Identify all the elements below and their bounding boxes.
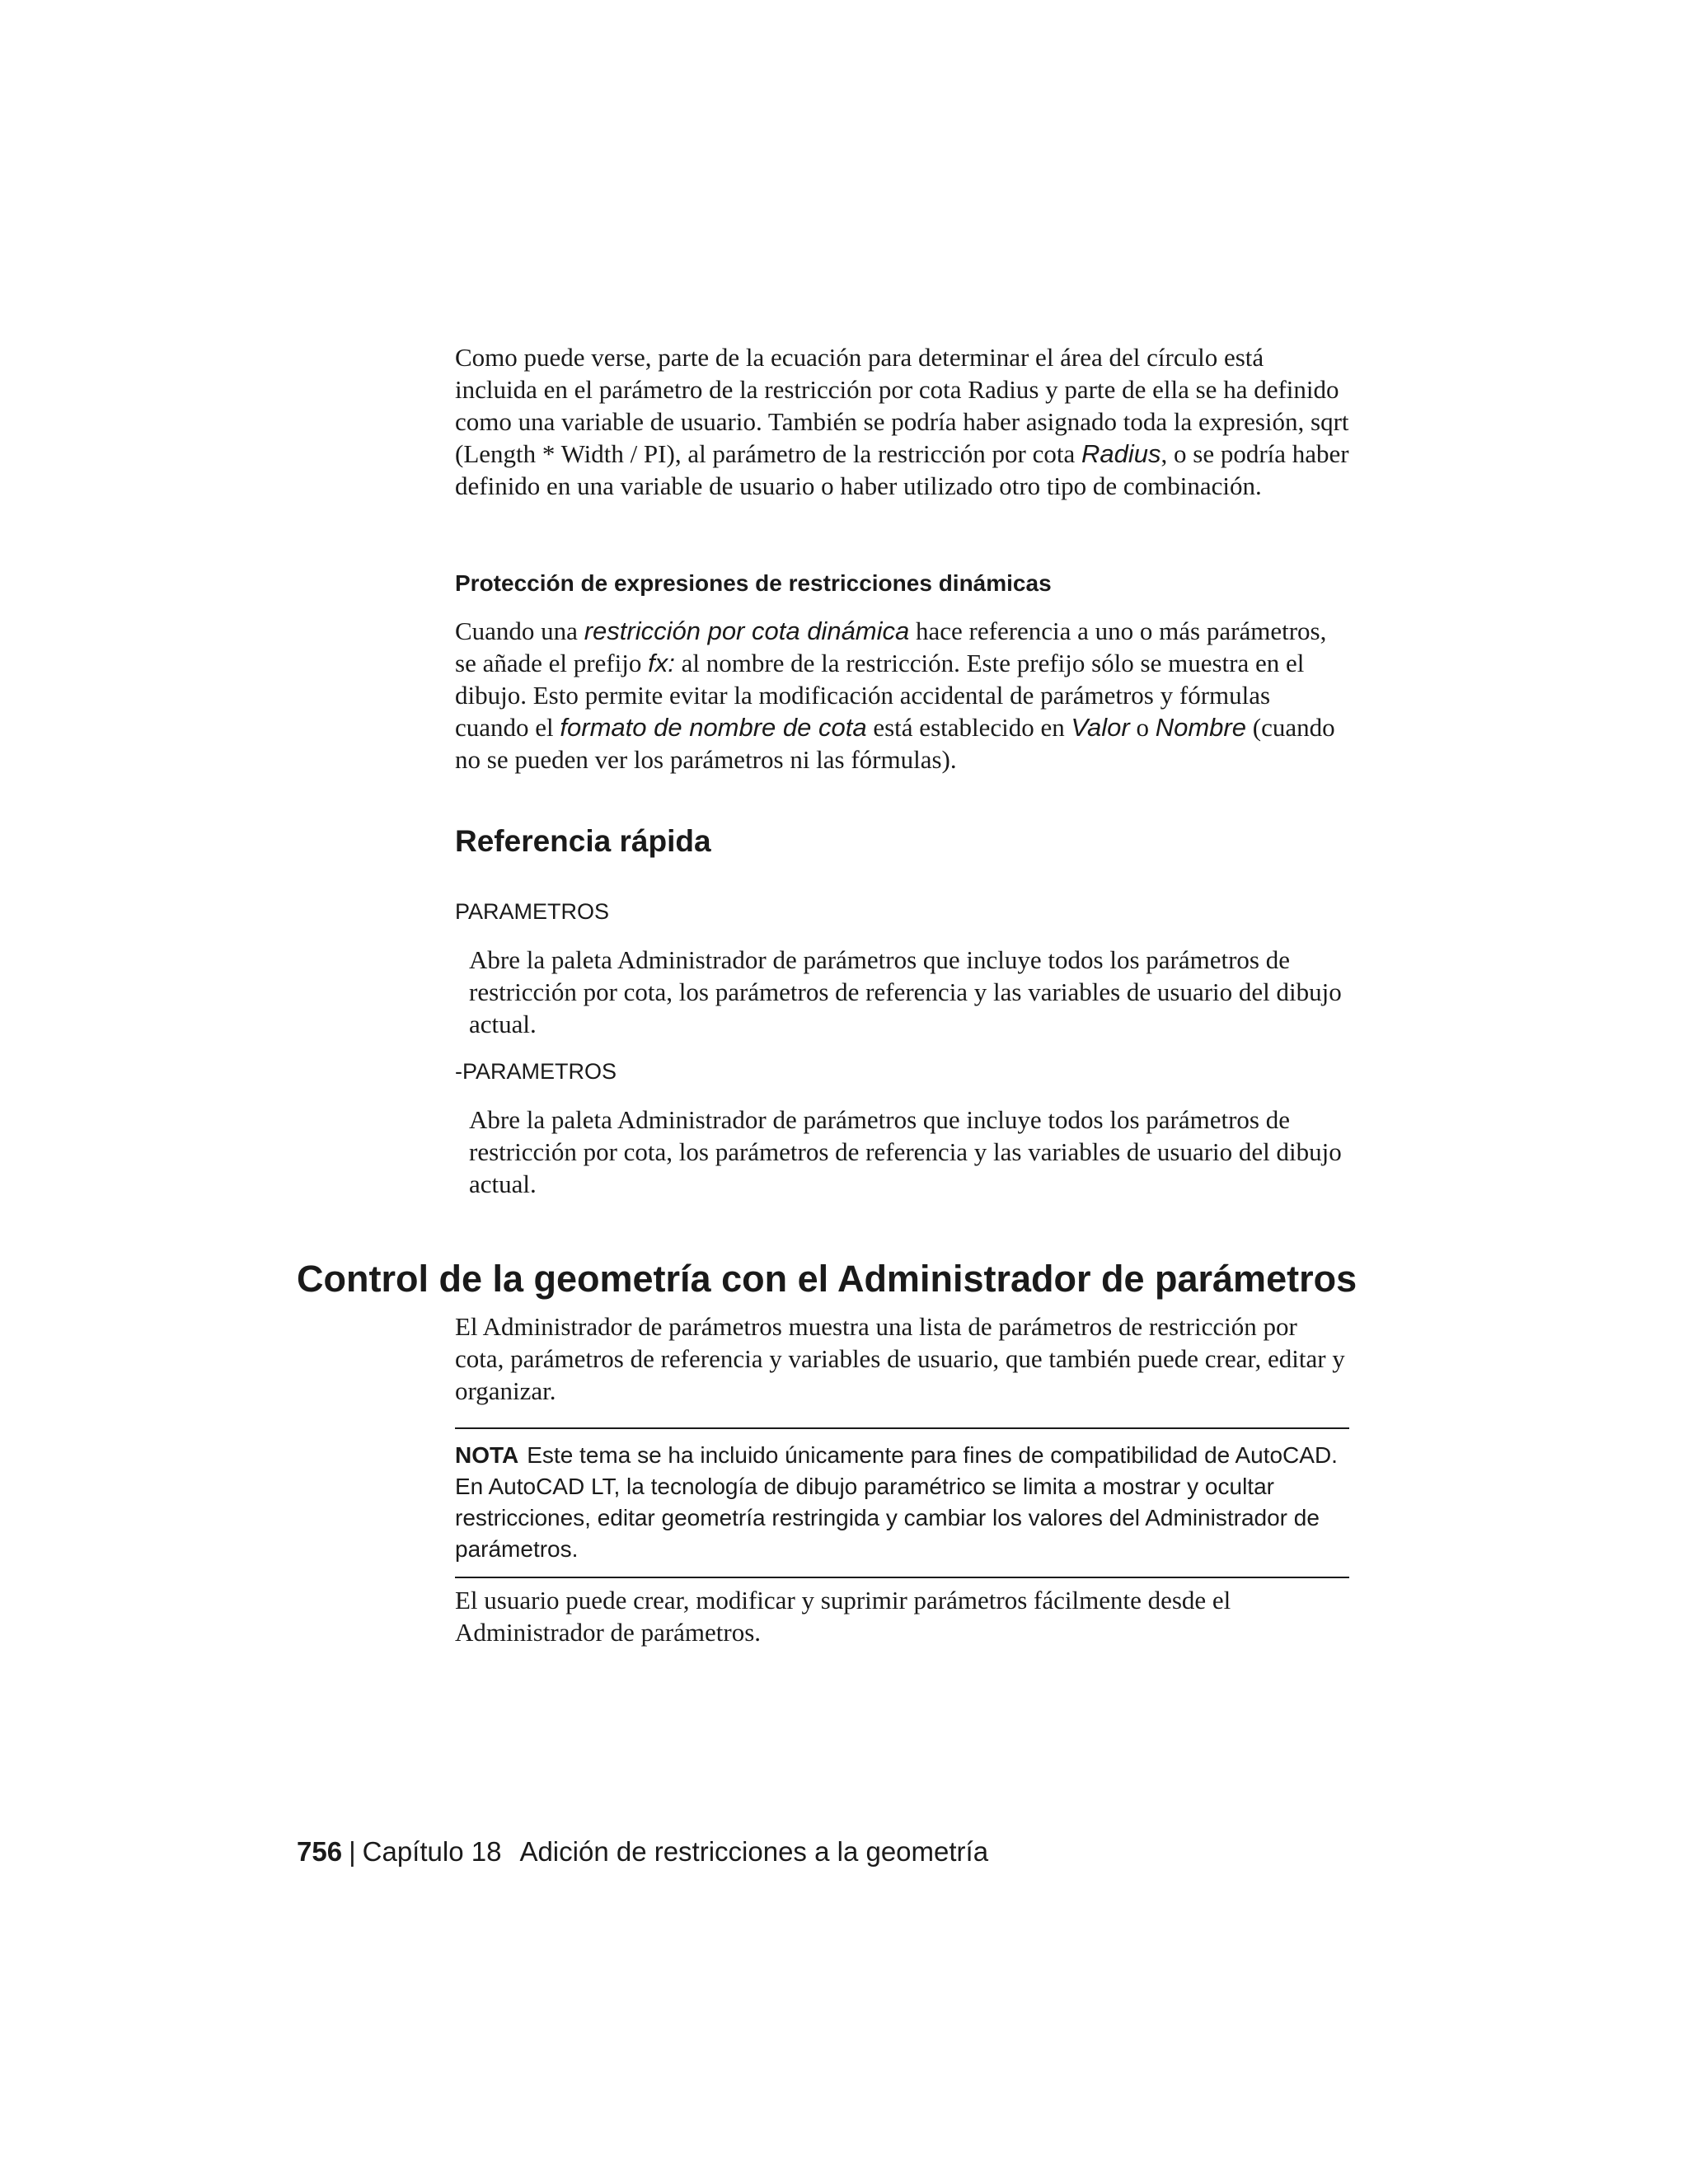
proteccion-paragraph xyxy=(455,615,1349,776)
final-paragraph: El usuario puede crear, modificar y suprimir parámetros fácilmente desde el Administrador de parámetros. xyxy=(455,1586,1231,1647)
footer-chapter-title: Adición de restricciones a la geometría xyxy=(519,1836,989,1867)
page-number: 756 xyxy=(297,1836,343,1867)
section-heading-control: Control de la geometría con el Administrador de parámetros xyxy=(297,1258,1357,1300)
proteccion-emphasis-5: Nombre xyxy=(1155,713,1246,742)
proteccion-text-6: (cuando no se pueden ver los parámetros ni las fórmulas). xyxy=(455,713,1335,774)
note-text: Este tema se ha incluido únicamente para fines de compatibilidad de AutoCAD. En AutoCAD LT, la tecnología de dibujo paramétrico se limita a mostrar y ocultar restricciones, editar geometría restringida y cambiar los valores del Administrador de parámetros. xyxy=(455,1442,1338,1562)
footer-separator: | xyxy=(349,1836,356,1867)
proteccion-text-4: está establecido en xyxy=(866,713,1071,742)
intro-emphasis-radius: Radius xyxy=(1081,439,1161,468)
page-footer xyxy=(297,1835,988,1869)
proteccion-emphasis-3: formato de nombre de cota xyxy=(560,713,867,742)
command-name: -PARAMETROS xyxy=(455,1059,617,1084)
command-description: Abre la paleta Administrador de parámetros que incluye todos los parámetros de restricción por cota, los parámetros de referencia y las variables de usuario del dibujo actual. xyxy=(469,1105,1342,1198)
proteccion-emphasis-2: fx: xyxy=(648,649,675,677)
command-description: Abre la paleta Administrador de parámetros que incluye todos los parámetros de restricción por cota, los parámetros de referencia y las variables de usuario del dibujo actual. xyxy=(469,945,1342,1038)
command-name: PARAMETROS xyxy=(455,899,610,924)
proteccion-text-2: hace referencia a uno o más parámetros, se añade el prefijo xyxy=(455,616,1327,677)
proteccion-text-3: al nombre de la restricción. Este prefijo sólo se muestra en el dibujo. Esto permite evitar la modificación accidental de parámetros y fórmulas cuando el xyxy=(455,649,1305,742)
proteccion-emphasis-4: Valor xyxy=(1071,713,1130,742)
section-heading-proteccion: Protección de expresiones de restricciones dinámicas xyxy=(455,570,1052,596)
section-heading-referencia: Referencia rápida xyxy=(455,824,711,858)
intro-paragraph xyxy=(455,341,1349,502)
footer-chapter: Capítulo 18 xyxy=(362,1836,502,1867)
proteccion-emphasis-1: restricción por cota dinámica xyxy=(584,616,910,645)
intro-text-1: Como puede verse, parte de la ecuación para determinar el área del círculo está incluida en el parámetro de la restricción por cota Radius y parte de ella se ha definido como una variable de usuario. También se podría haber asignado toda la expresión, sqrt (Length * Width / PI), al parámetro de la restricción por cota xyxy=(455,343,1349,468)
control-paragraph: El Administrador de parámetros muestra una lista de parámetros de restricción por cota, parámetros de referencia y variables de usuario, que también puede crear, editar y organizar. xyxy=(455,1312,1345,1405)
intro-text-2: , o se podría haber definido en una variable de usuario o haber utilizado otro tipo de combinación. xyxy=(455,439,1349,500)
proteccion-text-1: Cuando una xyxy=(455,616,584,645)
proteccion-text-5: o xyxy=(1129,713,1156,742)
note-box xyxy=(455,1427,1349,1578)
note-label: NOTA xyxy=(455,1442,519,1468)
